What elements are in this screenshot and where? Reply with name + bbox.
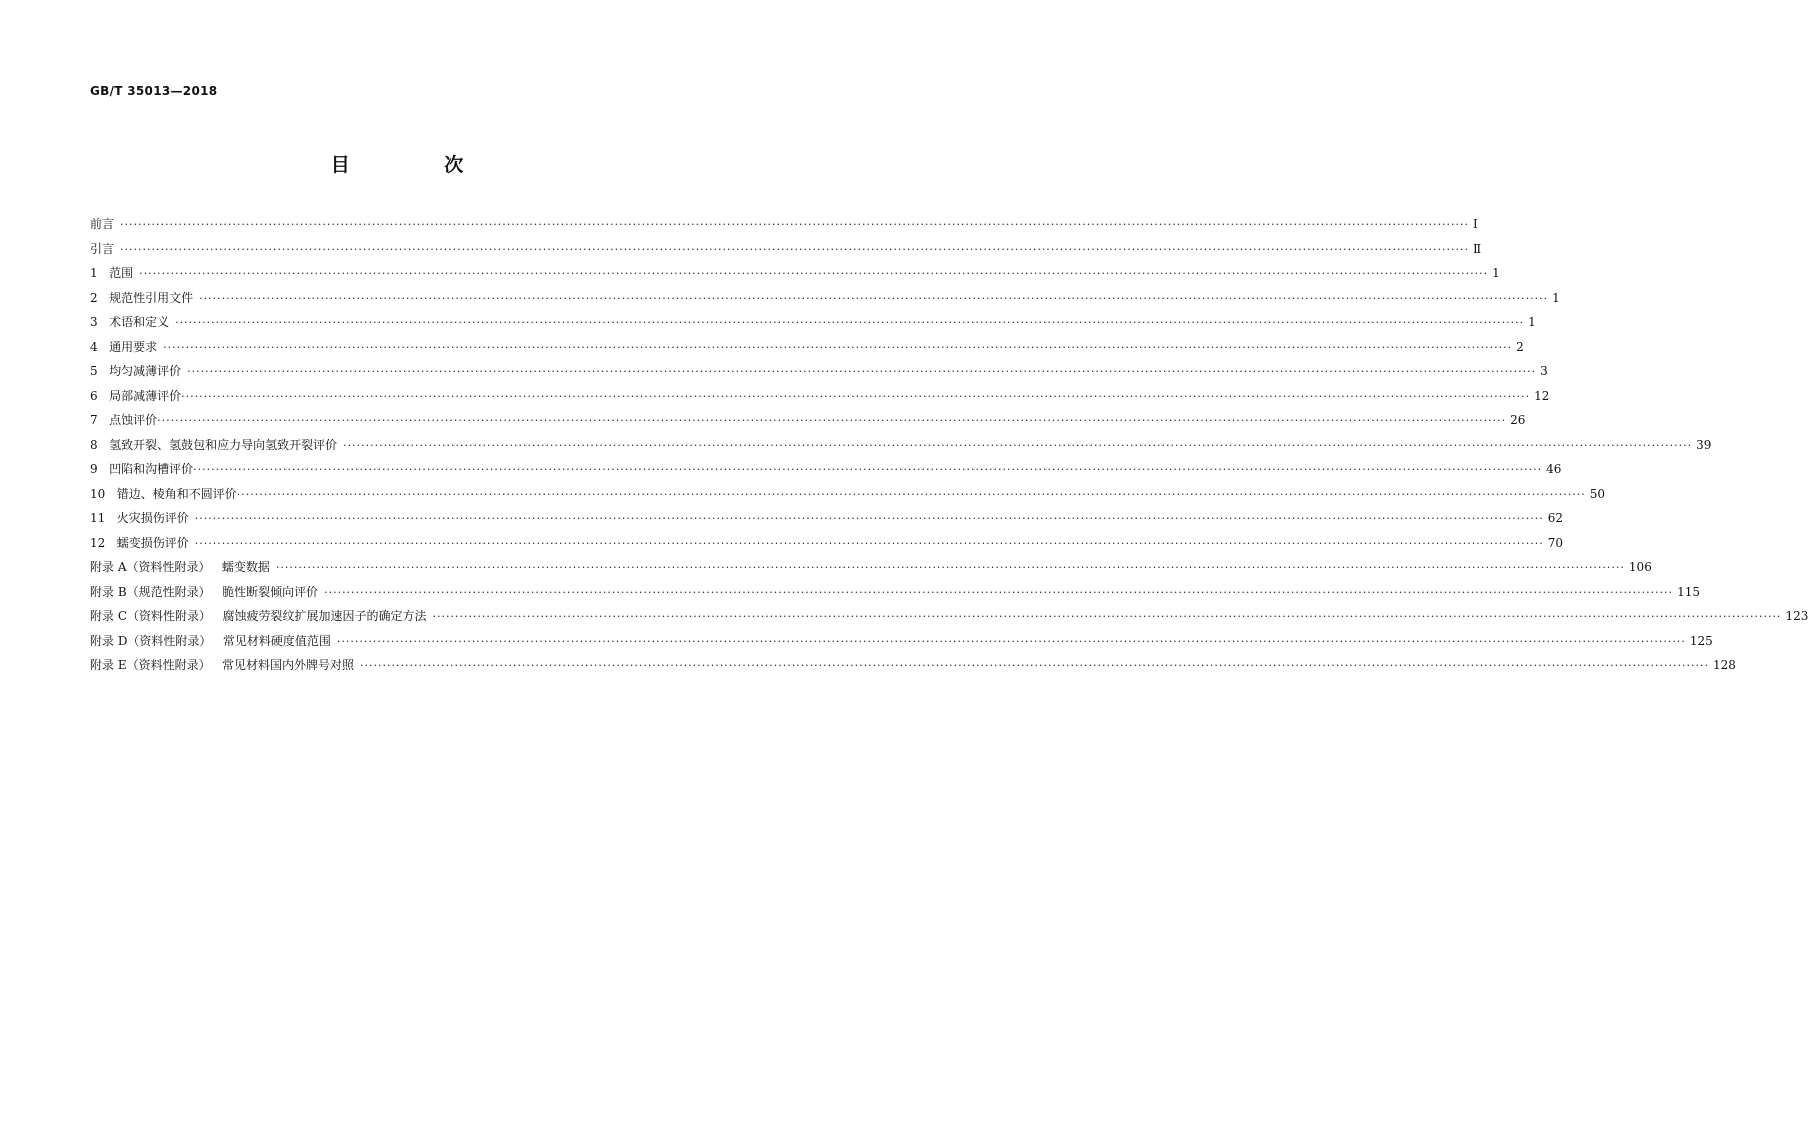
toc-entry[interactable] (90, 436, 1712, 461)
toc-entry-page: Ⅰ (1473, 217, 1478, 231)
toc-entry[interactable] (90, 534, 1563, 559)
toc-entry-page: 46 (1546, 462, 1562, 476)
toc-entry[interactable] (90, 558, 1652, 583)
page-title: 目 次 (330, 154, 508, 176)
toc-entry[interactable] (90, 215, 1478, 240)
toc-entry[interactable] (90, 485, 1605, 510)
toc-entry-label: 附录 A（资料性附录） 蠕变数据 (90, 560, 270, 574)
dot-leader: ············································································································································································································································································································ (175, 316, 1525, 329)
toc-entry-label: 12 蠕变损伤评价 (90, 535, 189, 550)
toc-entry-page: 2 (1516, 339, 1524, 354)
toc-entry-label: 4 通用要求 (90, 339, 158, 354)
toc-entry-page: Ⅱ (1473, 241, 1482, 256)
dot-leader: ············································································································································································································································································································ (194, 536, 1544, 550)
toc-entry[interactable] (90, 240, 1482, 265)
toc-entry[interactable] (90, 583, 1700, 608)
dot-leader: ············································································································································································································································································································ (193, 463, 1543, 476)
toc-entry-page: 39 (1696, 437, 1712, 452)
dot-leader: ············································································································································································································································································································ (324, 585, 1674, 599)
toc-entry-page: 3 (1540, 364, 1548, 378)
toc-entry-page: 50 (1589, 486, 1605, 501)
dot-leader: ············································································································································································································································································································ (275, 561, 1625, 574)
dot-leader: ············································································································································································································································································································ (187, 365, 1537, 378)
toc-entry[interactable] (90, 509, 1563, 534)
dot-leader: ············································································································································································································································································································ (120, 218, 1469, 231)
toc-entry-label: 附录 E（资料性附录） 常见材料国内外牌号对照 (90, 658, 355, 672)
toc-entry-label: 附录 C（资料性附录） 腐蚀疲劳裂纹扩展加速因子的确定方法 (90, 609, 427, 623)
toc-entry-label: 5 均匀减薄评价 (90, 364, 182, 378)
toc-entry-page: 12 (1534, 388, 1550, 403)
toc-entry-page: 26 (1510, 413, 1526, 427)
table-of-contents (90, 215, 1808, 681)
dot-leader: ············································································································································································································································································································ (120, 242, 1469, 256)
toc-entry-page: 1 (1552, 290, 1560, 305)
toc-entry-label: 3 术语和定义 (90, 315, 170, 329)
toc-entry-label: 6 局部减薄评价 (90, 388, 182, 403)
toc-entry[interactable] (90, 656, 1736, 681)
dot-leader: ············································································································································································································································································································ (157, 414, 1507, 427)
standard-code: GB/T 35013—2018 (90, 84, 218, 98)
toc-entry-label: 2 规范性引用文件 (90, 290, 194, 305)
toc-entry-label: 附录 B（规范性附录） 脆性断裂倾向评价 (90, 584, 319, 599)
toc-entry[interactable] (90, 387, 1550, 412)
dot-leader: ············································································································································································································································································································ (343, 438, 1693, 452)
dot-leader: ············································································································································································································································································································ (163, 340, 1513, 354)
toc-entry-label: 9 凹陷和沟槽评价 (90, 462, 194, 476)
toc-entry[interactable] (90, 607, 1808, 632)
toc-entry[interactable] (90, 362, 1548, 387)
toc-entry-label: 11 火灾损伤评价 (90, 511, 189, 525)
dot-leader: ············································································································································································································································································································ (432, 610, 1782, 623)
toc-entry-page: 125 (1689, 633, 1713, 648)
toc-entry[interactable] (90, 313, 1536, 338)
toc-entry[interactable] (90, 632, 1713, 657)
toc-entry-page: 70 (1547, 535, 1563, 550)
dot-leader: ············································································································································································································································································································ (181, 389, 1531, 403)
dot-leader: ············································································································································································································································································································ (236, 487, 1586, 501)
toc-entry-label: 8 氢致开裂、氢鼓包和应力导向氢致开裂评价 (90, 437, 338, 452)
toc-entry[interactable] (90, 338, 1524, 363)
toc-entry-page: 123 (1785, 609, 1808, 623)
toc-entry-label: 1 范围 (90, 266, 134, 280)
dot-leader: ············································································································································································································································································································ (336, 634, 1686, 648)
toc-entry[interactable] (90, 460, 1562, 485)
toc-entry[interactable] (90, 264, 1500, 289)
toc-entry-page: 128 (1713, 658, 1736, 672)
toc-entry-page: 106 (1628, 560, 1652, 574)
toc-entry-page: 1 (1492, 266, 1500, 280)
dot-leader: ············································································································································································································································································································ (199, 291, 1549, 305)
toc-entry-page: 62 (1547, 511, 1563, 525)
toc-entry-label: 附录 D（资料性附录） 常见材料硬度值范围 (90, 633, 331, 648)
toc-entry-page: 1 (1528, 315, 1536, 329)
toc-entry[interactable] (90, 411, 1526, 436)
toc-entry[interactable] (90, 289, 1560, 314)
toc-entry-label: 前言 (90, 217, 115, 231)
dot-leader: ············································································································································································································································································································ (139, 267, 1489, 280)
dot-leader: ············································································································································································································································································································ (194, 512, 1544, 525)
toc-entry-label: 10 错边、棱角和不圆评价 (90, 486, 237, 501)
toc-entry-label: 引言 (90, 241, 115, 256)
toc-entry-label: 7 点蚀评价 (90, 413, 158, 427)
toc-entry-page: 115 (1677, 584, 1700, 599)
dot-leader: ············································································································································································································································································································ (360, 659, 1710, 672)
